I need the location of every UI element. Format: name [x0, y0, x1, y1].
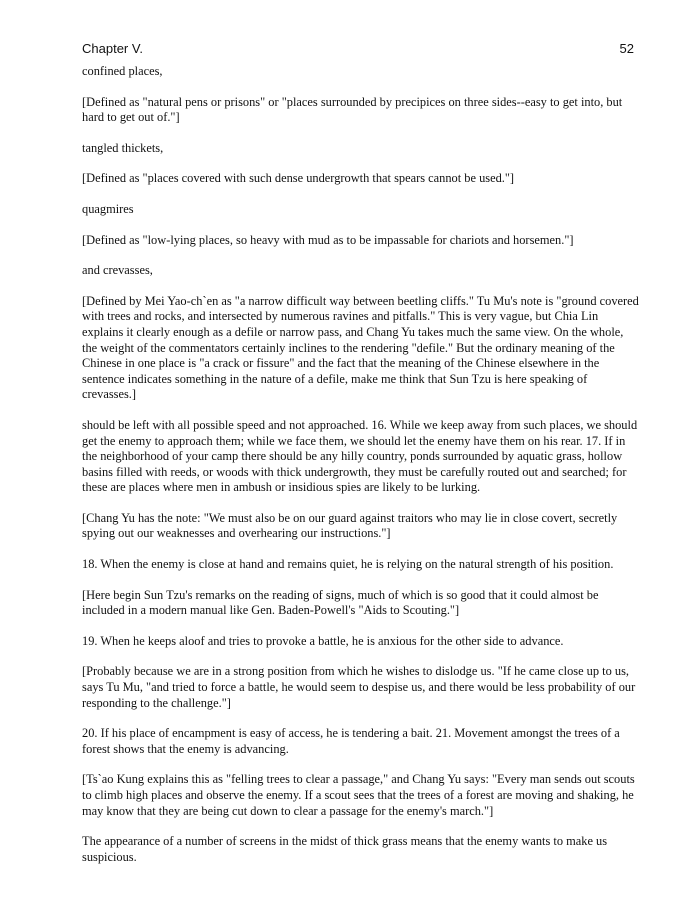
document-body: [82, 64, 640, 880]
paragraph-16: [Ts`ao Kung explains this as "felling trees to clear a passage," and Chang Yu says: "Every man sends out scouts to climb high places and observe the enemy. If a scout sees that the trees of a forest are moving and shaking, he may know that they are being cut down to clear a passage for the enemy's march."]: [82, 772, 635, 818]
paragraph-4: [Defined as "places covered with such dense undergrowth that spears cannot be used."]: [82, 171, 515, 186]
paragraph-10: [Chang Yu has the note: "We must also be on our guard against traitors who may lie in close covert, secretly spying out our weaknesses and overhearing our instructions."]: [82, 510, 618, 541]
paragraph-3: tangled thickets,: [82, 140, 164, 155]
page-header: [82, 41, 634, 59]
paragraph-6: [Defined as "low-lying places, so heavy with mud as to be impassable for chariots and horsemen."]: [82, 232, 574, 247]
paragraph-5: quagmires: [82, 201, 134, 216]
paragraph-14: [Probably because we are in a strong position from which he wishes to dislodge us. "If he came close up to us, says Tu Mu, "and tried to force a battle, he would seem to despise us, and there would be less probability of our responding to the challenge."]: [82, 664, 636, 710]
paragraph-7: and crevasses,: [82, 263, 153, 278]
paragraph-12: [Here begin Sun Tzu's remarks on the reading of signs, much of which is so good that it could almost be included in a modern manual like Gen. Baden-Powell's "Aids to Scouting."]: [82, 587, 599, 618]
paragraph-13: 19. When he keeps aloof and tries to provoke a battle, he is anxious for the other side to advance.: [82, 633, 564, 648]
paragraph-2: [Defined as "natural pens or prisons" or "places surrounded by precipices on three sides--easy to get into, but hard to get out of."]: [82, 94, 623, 125]
page-number: 52: [619, 41, 634, 56]
paragraph-1: confined places,: [82, 64, 163, 78]
paragraph-8: [Defined by Mei Yao-ch`en as "a narrow difficult way between beetling cliffs." Tu Mu's note is "ground covered with trees and rocks, and intersected by numerous ravines and pitfalls." This is very vague, but Chia Lin explains it clearly enough as a defile or narrow pass, and Chang Yu takes much the same view. On the whole, the weight of the commentators certainly inclines to the rendering "defile." But the ordinary meaning of the Chinese in one place is "a crack or fissure" and the fact that the meaning of the Chinese elsewhere in the sentence indicates something in the nature of a defile, make me think that Sun Tzu is here speaking of crevasses.]: [82, 293, 639, 402]
chapter-title: Chapter V.: [82, 41, 143, 56]
paragraph-11: 18. When the enemy is close at hand and remains quiet, he is relying on the natural strength of his position.: [82, 557, 614, 572]
paragraph-9: should be left with all possible speed and not approached. 16. While we keep away from such places, we should get the enemy to approach them; while we face them, we should let the enemy have them on his rear. 17. If in the neighborhood of your camp there should be any hilly country, ponds surrounded by aquatic grass, hollow basins filled with reeds, or woods with thick undergrowth, they must be carefully routed out and searched; for these are places where men in ambush or insidious spies are likely to be lurking.: [82, 417, 638, 495]
paragraph-17: The appearance of a number of screens in the midst of thick grass means that the enemy wants to make us suspicious.: [82, 834, 608, 864]
paragraph-15: 20. If his place of encampment is easy of access, he is tendering a bait. 21. Movement amongst the trees of a forest shows that the enemy is advancing.: [82, 726, 620, 756]
